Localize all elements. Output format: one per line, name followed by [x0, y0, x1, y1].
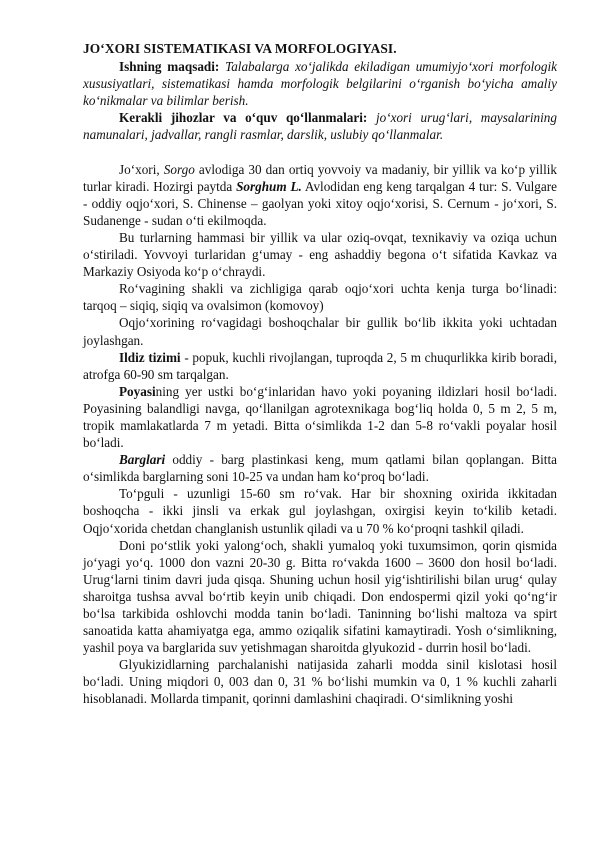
stem-text: ning yer ustki bo‘g‘inlaridan havo yoki poyaning ildizlari hosil bo‘ladi. Poyasining balandligi navga, qo‘llanilgan agrotexnikaga bog‘liq holda 0, 5 m 2, 5 m, tropik mamlakatlarda 7 m yetadi. Bitta o‘simlikda 1-2 dan 5-8 ro‘vakli poyalar hosil bo‘ladi. [83, 383, 557, 451]
spikelets-paragraph: Oqjo‘xorining ro‘vagidagi boshoqchalar bir gullik bo‘lib ikkita yoki uchtadan joylashgan. [83, 315, 557, 348]
materials-text: jo‘xori urug‘lari, maysalarining namunalari, jadvallar, rangli rasmlar, darslik, uslubiy qo‘llanmalar. [83, 110, 557, 143]
species-name: Sorghum L. [236, 178, 302, 194]
glycoside-paragraph: Glyukizidlarning parchalanishi natijasida zaharli modda sinil kislotasi hosil bo‘ladi. Uning miqdori 0, 003 dan 0, 31 % bo‘lishi mumkin va 0, 1 % kuchli zaharli hisoblanadi. Mollarda timpanit, qorinni damlashini chaqiradi. O‘simlikning yoshi [83, 657, 557, 707]
goal-label: Ishning maqsadi: [119, 59, 220, 75]
species-use-paragraph: Bu turlarning hammasi bir yillik va ular oziq-ovqat, texnikaviy va oziqa uchun o‘stiriladi. Yovvoyi turlaridan g‘umay - eng ashaddiy begona o‘t sifatida Kavkaz va Markaziy Osiyoda ko‘p o‘chraydi. [83, 229, 557, 280]
paragraph-gap [83, 144, 557, 161]
intro-text-b: avlodiga 30 dan ortiq yovvoiy va madaniy, bir yillik va ko‘p yillik turlar kiradi. Hozirgi paytda [83, 161, 557, 194]
goal-text: Talabalarga xo‘jalikda ekiladigan umumiyjo‘xori morfologik xususiyatlari, sistematikasi hamda morfologik belgilarini o‘rganish bo‘yicha amaliy ko‘nikmalar va bilimlar berish. [83, 59, 557, 109]
leaves-text: oddiy - barg plastinkasi keng, mum qatlami bilan qoplangan. Bitta o‘simlikda barglarning soni 10-25 va undan ham ko‘proq bo‘ladi. [83, 452, 557, 485]
materials-label: Kerakli jihozlar va o‘quv qo‘llanmalari: [119, 110, 368, 126]
root-paragraph [83, 349, 557, 383]
root-text: - popuk, kuchli rivojlangan, tuproqda 2, 5 m chuqurlikka kirib boradi, atrofga 60-90 sm tarqalgan. [83, 349, 557, 382]
root-label: Ildiz tizimi [119, 349, 181, 365]
leaves-label: Barglari [119, 452, 166, 468]
genus-name: Sorgo [163, 161, 195, 177]
page-title: JO‘XORI SISTEMATIKASI VA MORFOLOGIYASI. [83, 41, 397, 56]
materials-paragraph [83, 109, 557, 143]
intro-paragraph [83, 161, 557, 229]
stem-paragraph [83, 383, 557, 451]
intro-text-a: Jo‘xori, [119, 161, 164, 177]
grain-paragraph: Doni po‘stlik yoki yalong‘och, shakli yumaloq yoki tuxumsimon, qorin qismida jo‘yagi yo‘q. 1000 don vazni 20-30 g. Bitta ro‘vakda 1600 – 3600 don hosil bo‘ladi. Urug‘larni tinim davri juda qisqa. Shuning uchun hosil yig‘ishtirilishi bilan urug‘ qulay sharoitga tushsa avval bo‘rtib keyin unib chiqadi. Don endospermi qizil yoki qo‘ng‘ir bo‘lsa tarkibida oshlovchi modda tanin bo‘ladi. Taninning bo‘lishi maltoza va spirt sanoatida katta ahamiyatga ega, ammo oziqalik sifatini kamaytiradi. Yosh o‘simlikning, yashil poya va barglarida suv yetishmagan sharoitda glyukozid - durrin hosil bo‘ladi. [83, 537, 557, 656]
leaves-paragraph [83, 451, 557, 485]
inflorescence-paragraph: To‘pguli - uzunligi 15-60 sm ro‘vak. Har bir shoxning oxirida ikkitadan boshoqcha - ikki jinsli va erkak gul joylashgan, oxirgisi keyin to‘kilib ketadi. Oqjo‘xorida chetdan changlanish ustunlik qiladi va u 70 % ko‘proqni tashkil qiladi. [83, 486, 557, 536]
subspecies-paragraph: Ro‘vagining shakli va zichligiga qarab oqjo‘xori uchta kenja turga bo‘linadi: tarqoq – siqiq, siqiq va ovalsimon (komovoy) [83, 281, 557, 314]
document-page [83, 40, 557, 708]
goal-paragraph [83, 58, 557, 109]
intro-text-c: Avlodidan eng keng tarqalgan 4 tur: S. Vulgare - oddiy oqjo‘xori, S. Chinense – gaolyan yoki xitoy oqjo‘xorisi, S. Cernum - jo‘xori, S. Sudanenge - sudan o‘ti ekilmoqda. [83, 178, 557, 228]
stem-label: Poyasi [119, 383, 156, 399]
